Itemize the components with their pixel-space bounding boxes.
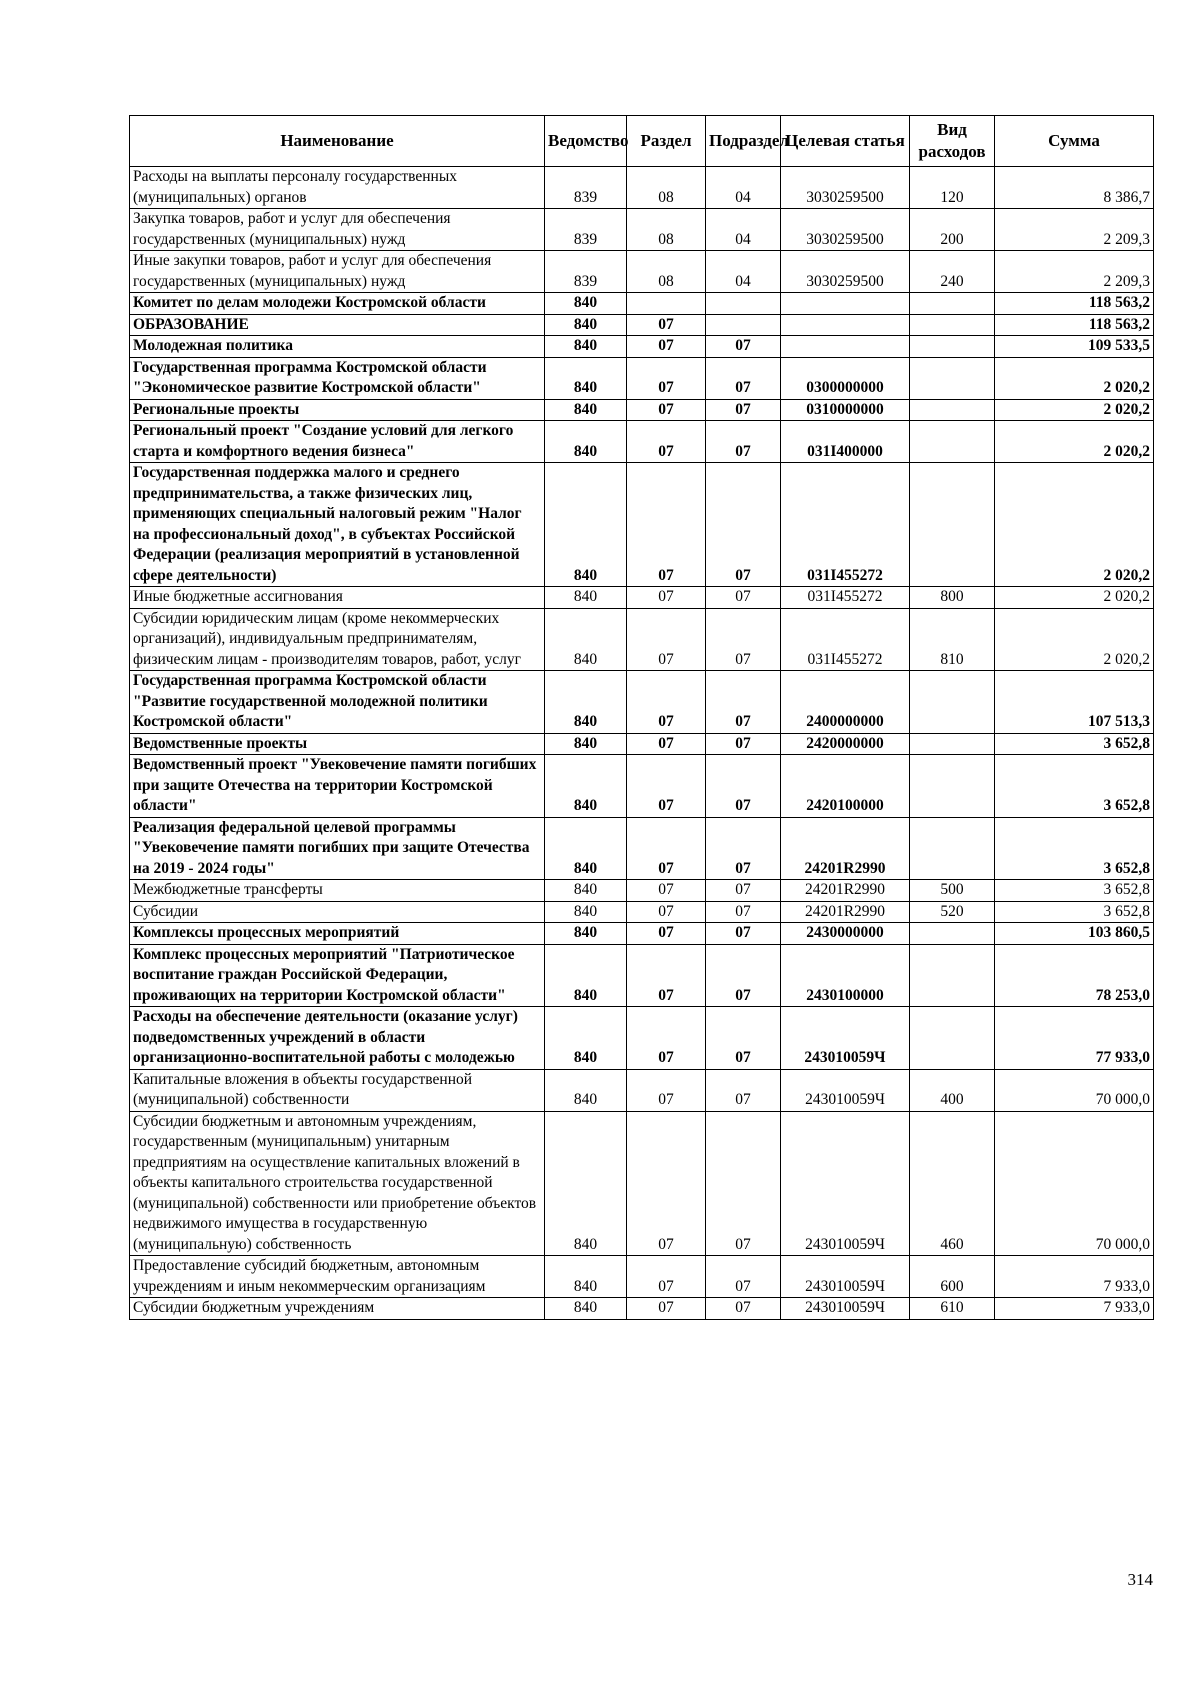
cell-section: 08 — [627, 209, 706, 251]
cell-type: 520 — [910, 901, 995, 923]
cell-section: 07 — [627, 671, 706, 734]
cell-name: Субсидии бюджетным учреждениям — [130, 1298, 545, 1320]
cell-type — [910, 357, 995, 399]
cell-name: Комплексы процессных мероприятий — [130, 923, 545, 945]
cell-type: 240 — [910, 251, 995, 293]
cell-sum: 78 253,0 — [995, 944, 1154, 1007]
cell-target: 031I455272 — [781, 608, 910, 671]
cell-section: 07 — [627, 923, 706, 945]
cell-type — [910, 755, 995, 818]
cell-name: Комитет по делам молодежи Костромской области — [130, 293, 545, 315]
table-row — [130, 357, 1154, 399]
cell-type: 600 — [910, 1256, 995, 1298]
cell-subsection — [706, 314, 781, 336]
table-row — [130, 608, 1154, 671]
cell-dept: 840 — [545, 1298, 627, 1320]
cell-type — [910, 817, 995, 880]
cell-section: 07 — [627, 1298, 706, 1320]
cell-target: 24201R2990 — [781, 901, 910, 923]
cell-target: 243010059Ч — [781, 1069, 910, 1111]
cell-section: 08 — [627, 251, 706, 293]
cell-name: Государственная программа Костромской области "Развитие государственной молодежной политики Костромской области" — [130, 671, 545, 734]
cell-name: Закупка товаров, работ и услуг для обеспечения государственных (муниципальных) нужд — [130, 209, 545, 251]
cell-section: 07 — [627, 1111, 706, 1256]
table-row — [130, 293, 1154, 315]
cell-target: 3030259500 — [781, 209, 910, 251]
cell-section: 07 — [627, 755, 706, 818]
cell-name: Иные закупки товаров, работ и услуг для обеспечения государственных (муниципальных) нужд — [130, 251, 545, 293]
cell-dept: 840 — [545, 733, 627, 755]
cell-sum: 118 563,2 — [995, 314, 1154, 336]
table-row — [130, 463, 1154, 587]
cell-name: Молодежная политика — [130, 336, 545, 358]
cell-type — [910, 923, 995, 945]
cell-target: 2420000000 — [781, 733, 910, 755]
cell-type — [910, 421, 995, 463]
cell-dept: 840 — [545, 399, 627, 421]
header-subsection: Подраздел — [706, 116, 781, 167]
table-row — [130, 314, 1154, 336]
cell-subsection: 07 — [706, 817, 781, 880]
table-row — [130, 733, 1154, 755]
cell-subsection: 07 — [706, 421, 781, 463]
cell-target: 031I455272 — [781, 463, 910, 587]
cell-name: Ведомственные проекты — [130, 733, 545, 755]
cell-section: 07 — [627, 1069, 706, 1111]
cell-dept: 839 — [545, 167, 627, 209]
cell-sum: 109 533,5 — [995, 336, 1154, 358]
cell-sum: 2 020,2 — [995, 357, 1154, 399]
cell-target: 243010059Ч — [781, 1007, 910, 1070]
cell-subsection: 07 — [706, 336, 781, 358]
cell-dept: 840 — [545, 671, 627, 734]
cell-sum: 7 933,0 — [995, 1298, 1154, 1320]
cell-dept: 840 — [545, 880, 627, 902]
cell-dept: 839 — [545, 251, 627, 293]
cell-subsection: 07 — [706, 463, 781, 587]
cell-dept: 840 — [545, 463, 627, 587]
cell-name: Комплекс процессных мероприятий "Патриотическое воспитание граждан Российской Федерации, проживающих на территории Костромской области" — [130, 944, 545, 1007]
cell-dept: 840 — [545, 314, 627, 336]
cell-section: 08 — [627, 167, 706, 209]
cell-section: 07 — [627, 463, 706, 587]
cell-section: 07 — [627, 314, 706, 336]
cell-name: Региональные проекты — [130, 399, 545, 421]
cell-type: 120 — [910, 167, 995, 209]
cell-subsection: 07 — [706, 1256, 781, 1298]
cell-name: Региональный проект "Создание условий для легкого старта и комфортного ведения бизнеса" — [130, 421, 545, 463]
table-row — [130, 1111, 1154, 1256]
cell-section: 07 — [627, 399, 706, 421]
cell-sum: 3 652,8 — [995, 880, 1154, 902]
cell-type — [910, 463, 995, 587]
header-type: Вид расходов — [910, 116, 995, 167]
cell-sum: 8 386,7 — [995, 167, 1154, 209]
cell-dept: 840 — [545, 587, 627, 609]
table-row — [130, 1256, 1154, 1298]
table-row — [130, 1069, 1154, 1111]
cell-type — [910, 293, 995, 315]
cell-section — [627, 293, 706, 315]
cell-name: Ведомственный проект "Увековечение памяти погибших при защите Отечества на территории Костромской области" — [130, 755, 545, 818]
cell-section: 07 — [627, 357, 706, 399]
cell-section: 07 — [627, 1007, 706, 1070]
table-row — [130, 336, 1154, 358]
cell-section: 07 — [627, 1256, 706, 1298]
cell-target: 0300000000 — [781, 357, 910, 399]
cell-target: 2400000000 — [781, 671, 910, 734]
cell-type — [910, 314, 995, 336]
cell-subsection: 07 — [706, 1111, 781, 1256]
cell-dept: 840 — [545, 421, 627, 463]
table-row — [130, 671, 1154, 734]
cell-type: 500 — [910, 880, 995, 902]
cell-subsection: 07 — [706, 923, 781, 945]
table-row — [130, 901, 1154, 923]
cell-type: 400 — [910, 1069, 995, 1111]
cell-sum: 118 563,2 — [995, 293, 1154, 315]
cell-section: 07 — [627, 817, 706, 880]
cell-target: 3030259500 — [781, 167, 910, 209]
cell-dept: 840 — [545, 923, 627, 945]
cell-subsection: 07 — [706, 1069, 781, 1111]
cell-dept: 840 — [545, 944, 627, 1007]
cell-name: Субсидии — [130, 901, 545, 923]
cell-section: 07 — [627, 421, 706, 463]
table-row — [130, 421, 1154, 463]
cell-subsection: 07 — [706, 1298, 781, 1320]
cell-dept: 840 — [545, 1111, 627, 1256]
cell-target: 243010059Ч — [781, 1111, 910, 1256]
cell-type — [910, 944, 995, 1007]
cell-section: 07 — [627, 336, 706, 358]
header-section: Раздел — [627, 116, 706, 167]
cell-section: 07 — [627, 587, 706, 609]
cell-type — [910, 671, 995, 734]
cell-subsection: 07 — [706, 587, 781, 609]
table-row — [130, 209, 1154, 251]
cell-dept: 840 — [545, 293, 627, 315]
cell-dept: 839 — [545, 209, 627, 251]
cell-dept: 840 — [545, 357, 627, 399]
table-row — [130, 587, 1154, 609]
cell-sum: 2 020,2 — [995, 463, 1154, 587]
header-dept: Ведомство — [545, 116, 627, 167]
cell-sum: 103 860,5 — [995, 923, 1154, 945]
cell-dept: 840 — [545, 1007, 627, 1070]
cell-type: 610 — [910, 1298, 995, 1320]
cell-sum: 2 020,2 — [995, 399, 1154, 421]
cell-dept: 840 — [545, 336, 627, 358]
cell-sum: 3 652,8 — [995, 901, 1154, 923]
table-row — [130, 399, 1154, 421]
cell-target: 2430000000 — [781, 923, 910, 945]
cell-subsection: 07 — [706, 901, 781, 923]
cell-target: 243010059Ч — [781, 1256, 910, 1298]
cell-dept: 840 — [545, 608, 627, 671]
cell-target: 0310000000 — [781, 399, 910, 421]
cell-sum: 2 020,2 — [995, 587, 1154, 609]
cell-sum: 3 652,8 — [995, 733, 1154, 755]
cell-sum: 2 209,3 — [995, 251, 1154, 293]
cell-name: Капитальные вложения в объекты государственной (муниципальной) собственности — [130, 1069, 545, 1111]
budget-table — [129, 115, 1154, 1320]
cell-target: 3030259500 — [781, 251, 910, 293]
table-row — [130, 923, 1154, 945]
table-row — [130, 167, 1154, 209]
cell-type — [910, 399, 995, 421]
cell-sum: 2 209,3 — [995, 209, 1154, 251]
cell-subsection: 07 — [706, 733, 781, 755]
cell-section: 07 — [627, 901, 706, 923]
cell-name: Расходы на обеспечение деятельности (оказание услуг) подведомственных учреждений в области организационно-воспитательной работы с молодежью — [130, 1007, 545, 1070]
cell-target: 24201R2990 — [781, 880, 910, 902]
cell-section: 07 — [627, 608, 706, 671]
cell-name: Субсидии бюджетным и автономным учреждениям, государственным (муниципальным) унитарным предприятиям на осуществление капитальных вложений в объекты капитального строительства государственной (муниципальной) собственности или приобретение объектов недвижимого имущества в государственную (муниципальную) собственность — [130, 1111, 545, 1256]
cell-type — [910, 733, 995, 755]
cell-subsection — [706, 293, 781, 315]
cell-name: Субсидии юридическим лицам (кроме некоммерческих организаций), индивидуальным предпринимателям, физическим лицам - производителям товаров, работ, услуг — [130, 608, 545, 671]
cell-subsection: 07 — [706, 944, 781, 1007]
cell-type — [910, 1007, 995, 1070]
cell-subsection: 07 — [706, 608, 781, 671]
table-row — [130, 817, 1154, 880]
cell-name: Государственная поддержка малого и среднего предпринимательства, а также физических лиц, применяющих специальный налоговый режим "Налог на профессиональный доход", в субъектах Российской Федерации (реализация мероприятий в установленной сфере деятельности) — [130, 463, 545, 587]
cell-dept: 840 — [545, 1256, 627, 1298]
cell-type — [910, 336, 995, 358]
cell-dept: 840 — [545, 901, 627, 923]
cell-target: 2430100000 — [781, 944, 910, 1007]
cell-subsection: 07 — [706, 671, 781, 734]
cell-type: 800 — [910, 587, 995, 609]
cell-subsection: 07 — [706, 399, 781, 421]
cell-sum: 2 020,2 — [995, 421, 1154, 463]
cell-sum: 70 000,0 — [995, 1111, 1154, 1256]
page-number: 314 — [1127, 1570, 1153, 1589]
cell-name: Предоставление субсидий бюджетным, автономным учреждениям и иным некоммерческим организациям — [130, 1256, 545, 1298]
table-body — [130, 167, 1154, 1320]
cell-section: 07 — [627, 880, 706, 902]
cell-subsection: 07 — [706, 880, 781, 902]
cell-type: 200 — [910, 209, 995, 251]
cell-target: 031I400000 — [781, 421, 910, 463]
cell-name: ОБРАЗОВАНИЕ — [130, 314, 545, 336]
table-row — [130, 944, 1154, 1007]
cell-target: 031I455272 — [781, 587, 910, 609]
header-sum: Сумма — [995, 116, 1154, 167]
cell-type: 810 — [910, 608, 995, 671]
cell-sum: 3 652,8 — [995, 817, 1154, 880]
table-row — [130, 1298, 1154, 1320]
table-row — [130, 251, 1154, 293]
cell-name: Государственная программа Костромской области "Экономическое развитие Костромской области" — [130, 357, 545, 399]
cell-target: 24201R2990 — [781, 817, 910, 880]
cell-subsection: 07 — [706, 1007, 781, 1070]
cell-sum: 7 933,0 — [995, 1256, 1154, 1298]
cell-name: Расходы на выплаты персоналу государственных (муниципальных) органов — [130, 167, 545, 209]
cell-dept: 840 — [545, 1069, 627, 1111]
header-target: Целевая статья — [781, 116, 910, 167]
cell-name: Межбюджетные трансферты — [130, 880, 545, 902]
cell-target: 243010059Ч — [781, 1298, 910, 1320]
cell-sum: 70 000,0 — [995, 1069, 1154, 1111]
cell-sum: 77 933,0 — [995, 1007, 1154, 1070]
cell-name: Иные бюджетные ассигнования — [130, 587, 545, 609]
cell-subsection: 04 — [706, 251, 781, 293]
cell-subsection: 07 — [706, 357, 781, 399]
cell-subsection: 04 — [706, 167, 781, 209]
cell-section: 07 — [627, 944, 706, 1007]
cell-dept: 840 — [545, 817, 627, 880]
table-row — [130, 880, 1154, 902]
cell-type: 460 — [910, 1111, 995, 1256]
table-header-row — [130, 116, 1154, 167]
cell-sum: 3 652,8 — [995, 755, 1154, 818]
cell-subsection: 07 — [706, 755, 781, 818]
cell-section: 07 — [627, 733, 706, 755]
cell-target — [781, 293, 910, 315]
cell-subsection: 04 — [706, 209, 781, 251]
table-row — [130, 755, 1154, 818]
table-row — [130, 1007, 1154, 1070]
cell-sum: 2 020,2 — [995, 608, 1154, 671]
header-name: Наименование — [130, 116, 545, 167]
cell-target — [781, 336, 910, 358]
cell-sum: 107 513,3 — [995, 671, 1154, 734]
cell-target — [781, 314, 910, 336]
cell-target: 2420100000 — [781, 755, 910, 818]
cell-name: Реализация федеральной целевой программы "Увековечение памяти погибших при защите Отечества на 2019 - 2024 годы" — [130, 817, 545, 880]
cell-dept: 840 — [545, 755, 627, 818]
